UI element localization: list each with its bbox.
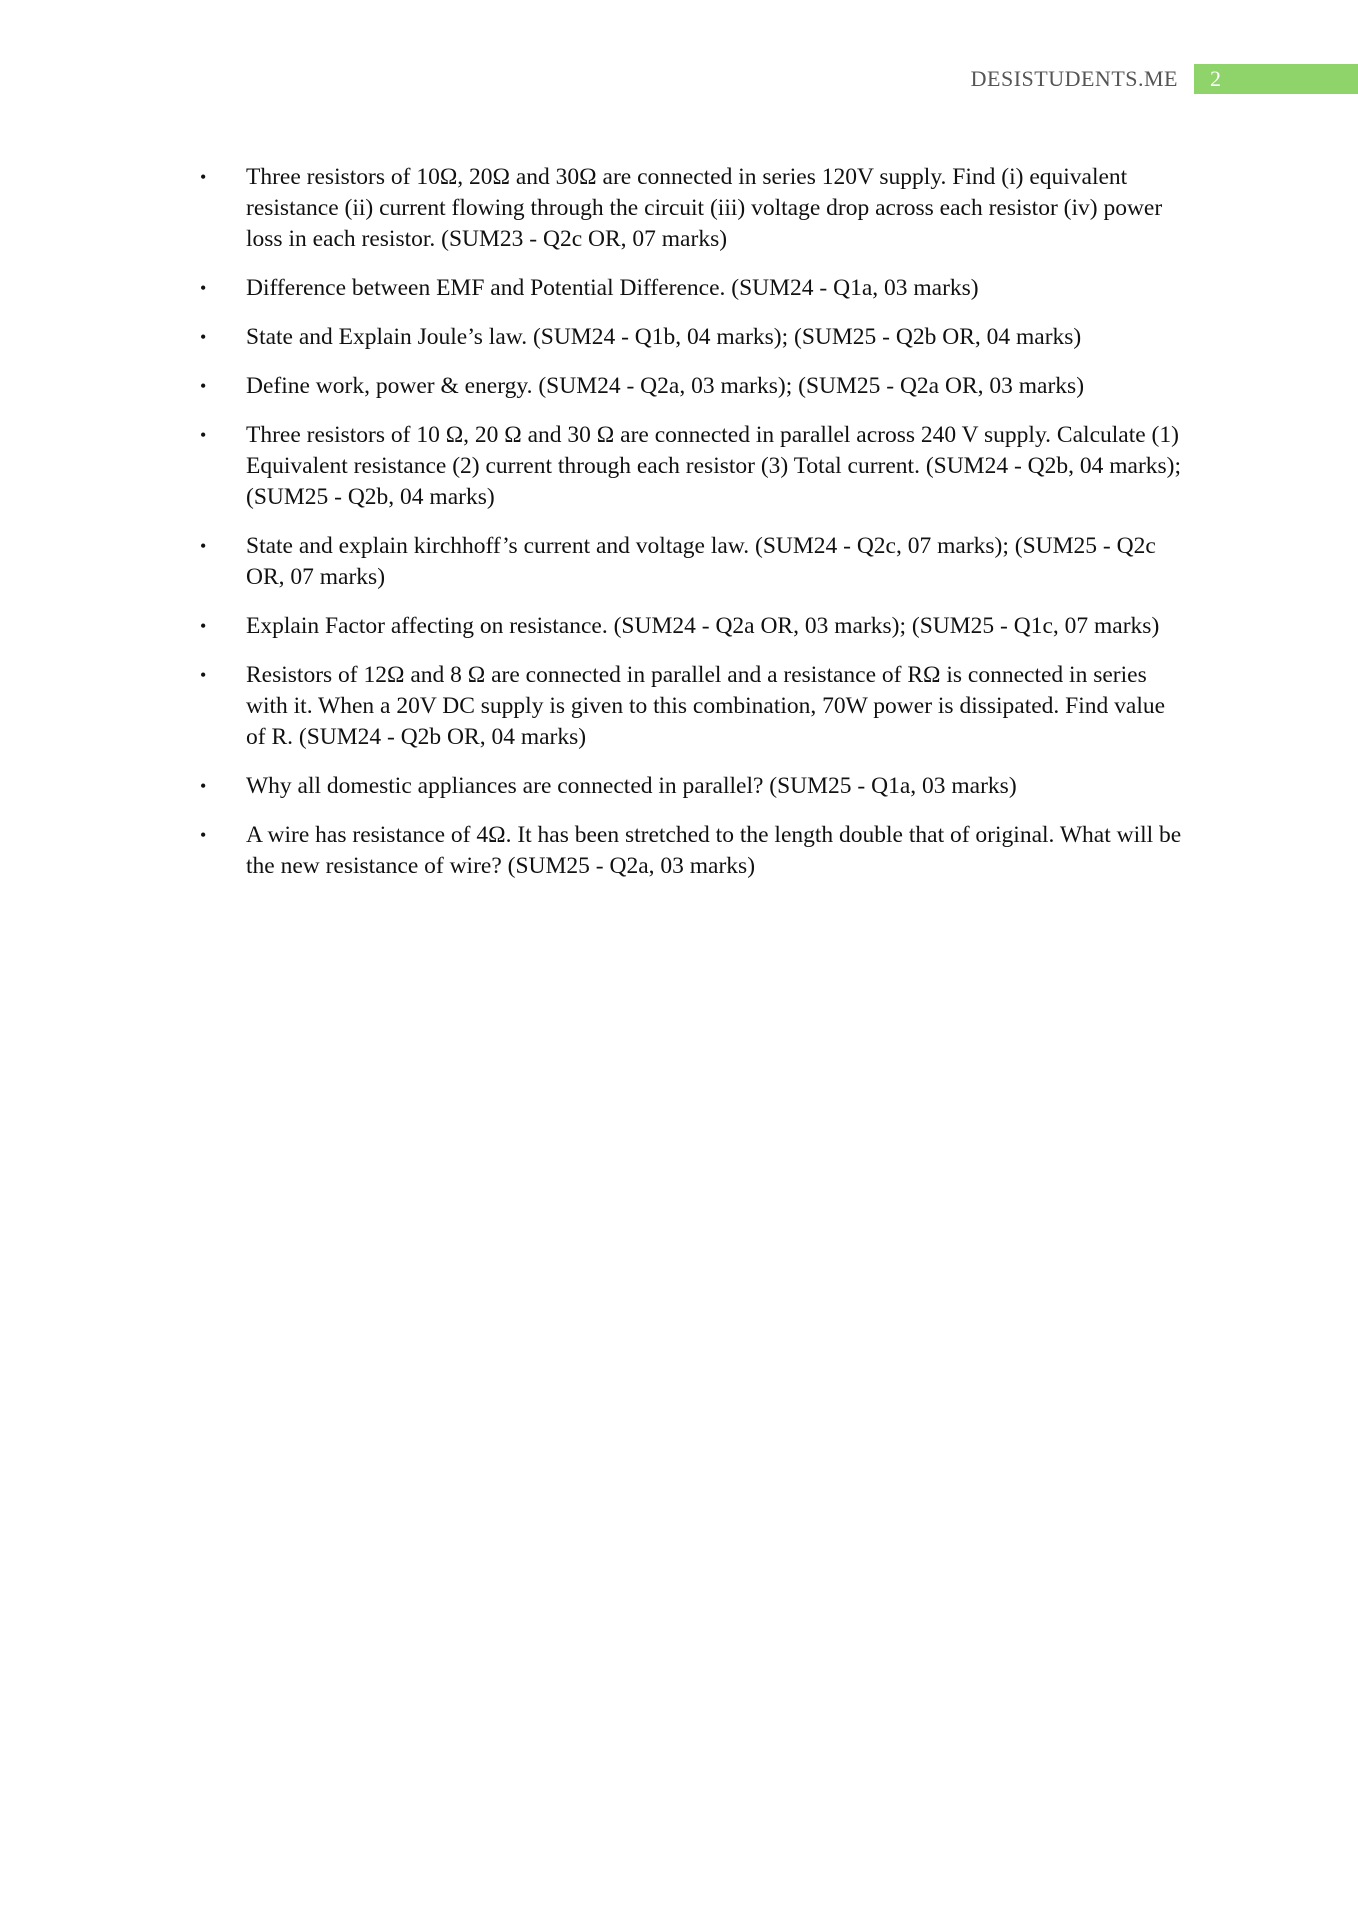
question-text: Three resistors of 10Ω, 20Ω and 30Ω are connected in series 120V supply. Find (i) equivalent resistance (ii) current flowing through the circuit (iii) voltage drop across each resistor (iv) power loss in each resistor. (SUM23 - Q2c OR, 07 marks): [246, 164, 1163, 252]
bullet-icon: •: [200, 167, 207, 187]
bullet-icon: •: [200, 665, 207, 685]
bullet-icon: •: [200, 776, 207, 796]
question-text: State and Explain Joule’s law. (SUM24 - Q1b, 04 marks); (SUM25 - Q2b OR, 04 marks): [246, 324, 1082, 350]
list-item: [200, 820, 1190, 882]
bullet-icon: •: [200, 278, 207, 298]
list-item: [200, 611, 1190, 642]
bullet-icon: •: [200, 327, 207, 347]
question-text: Why all domestic appliances are connected in parallel? (SUM25 - Q1a, 03 marks): [246, 773, 1017, 799]
question-text: Define work, power & energy. (SUM24 - Q2a, 03 marks); (SUM25 - Q2a OR, 03 marks): [246, 373, 1085, 399]
question-text: Explain Factor affecting on resistance. (SUM24 - Q2a OR, 03 marks); (SUM25 - Q1c, 07 marks): [246, 613, 1160, 639]
list-item: [200, 371, 1190, 402]
list-item: [200, 531, 1190, 593]
list-item: [200, 660, 1190, 753]
site-name: DESISTUDENTS.ME: [970, 66, 1178, 91]
bullet-icon: •: [200, 536, 207, 556]
question-text: State and explain kirchhoff’s current and voltage law. (SUM24 - Q2c, 07 marks); (SUM25 - Q2c OR, 07 marks): [246, 533, 1156, 590]
page-header: [971, 62, 1358, 96]
list-item: [200, 162, 1190, 255]
question-list: [200, 162, 1190, 900]
list-item: [200, 420, 1190, 513]
question-text: Difference between EMF and Potential Difference. (SUM24 - Q1a, 03 marks): [246, 275, 979, 301]
list-item: [200, 771, 1190, 802]
list-item: [200, 322, 1190, 353]
bullet-icon: •: [200, 616, 207, 636]
bullet-icon: •: [200, 825, 207, 845]
page-number: 2: [1194, 64, 1358, 94]
bullet-icon: •: [200, 376, 207, 396]
bullet-icon: •: [200, 425, 207, 445]
question-text: A wire has resistance of 4Ω. It has been stretched to the length double that of original. What will be the new resistance of wire? (SUM25 - Q2a, 03 marks): [246, 822, 1182, 879]
question-text: Resistors of 12Ω and 8 Ω are connected in parallel and a resistance of RΩ is connected in series with it. When a 20V DC supply is given to this combination, 70W power is dissipated. Find value of R. (SUM24 - Q2b OR, 04 marks): [246, 662, 1166, 750]
list-item: [200, 273, 1190, 304]
question-text: Three resistors of 10 Ω, 20 Ω and 30 Ω are connected in parallel across 240 V supply. Calculate (1) Equivalent resistance (2) current through each resistor (3) Total current. (SUM24 - Q2b, 04 marks); (SUM25 - Q2b, 04 marks): [246, 422, 1182, 510]
